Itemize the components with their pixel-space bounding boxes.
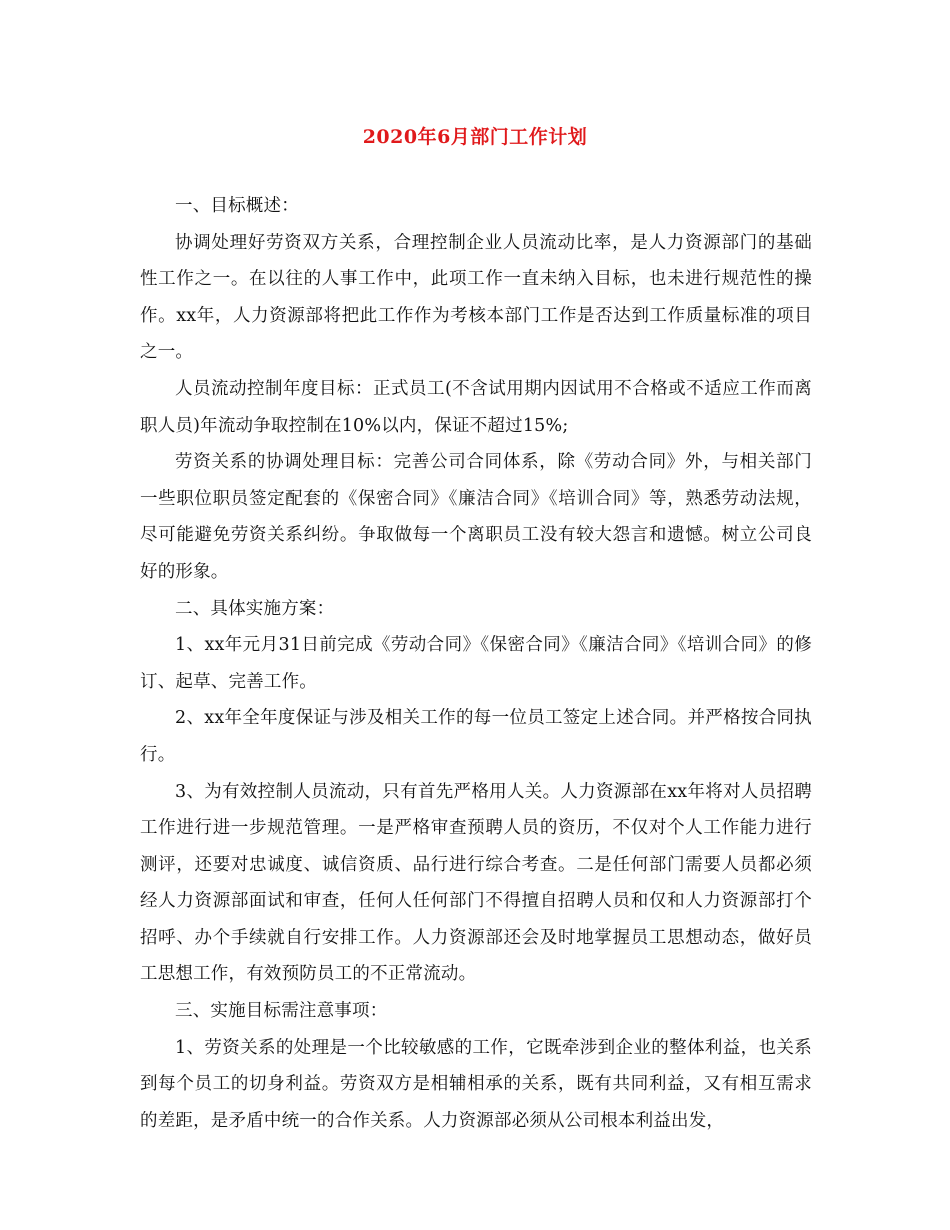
paragraph-notes-1: 1、劳资关系的处理是一个比较敏感的工作，它既牵涉到企业的整体利益，也关系到每个员工的切身利益。劳资双方是相辅相承的关系，既有共同利益，又有相互需求的差距，是矛盾中统一的合作关系。人力资源部必须从公司根本利益出发， [140,1037,812,1131]
section-heading-goals: 一、目标概述： [175,196,299,216]
document-title: 2020年6月部门工作计划 [362,126,588,148]
paragraph-goals-overview: 协调处理好劳资双方关系，合理控制企业人员流动比率，是人力资源部门的基础性工作之一。在以往的人事工作中，此项工作一直未纳入目标，也未进行规范性的操作。xx年，人力资源部将把此工作作为考核本部门工作是否达到工作质量标准的项目之一。 [140,232,812,363]
document-body [140,188,812,1139]
section-heading-notes: 三、实施目标需注意事项： [175,1001,388,1022]
paragraph-turnover-target: 人员流动控制年度目标：正式员工(不含试用期内因试用不合格或不适应工作而离职人员)年流动争取控制在10%以内，保证不超过15%; [140,378,812,436]
paragraph-labor-relations-target: 劳资关系的协调处理目标：完善公司合同体系，除《劳动合同》外，与相关部门一些职位职员签定配套的《保密合同》《廉洁合同》《培训合同》等，熟悉劳动法规，尽可能避免劳资关系纠纷。争取做每一个离职员工没有较大怨言和遗憾。树立公司良好的形象。 [140,452,812,582]
paragraph-implementation-3: 3、为有效控制人员流动，只有首先严格用人关。人力资源部在xx年将对人员招聘工作进行进一步规范管理。一是严格审查预聘人员的资历，不仅对个人工作能力进行测评，还要对忠诚度、诚信资质、品行进行综合考查。二是任何部门需要人员都必须经人力资源部面试和审查，任何人任何部门不得擅自招聘人员和仅和人力资源部打个招呼、办个手续就自行安排工作。人力资源部还会及时地掌握员工思想动态，做好员工思想工作，有效预防员工的不正常流动。 [140,781,812,985]
section-heading-implementation: 二、具体实施方案： [175,598,335,619]
paragraph-implementation-2: 2、xx年全年度保证与涉及相关工作的每一位员工签定上述合同。并严格按合同执行。 [140,708,812,765]
paragraph-implementation-1: 1、xx年元月31日前完成《劳动合同》《保密合同》《廉洁合同》《培训合同》的修订、起草、完善工作。 [140,635,812,692]
